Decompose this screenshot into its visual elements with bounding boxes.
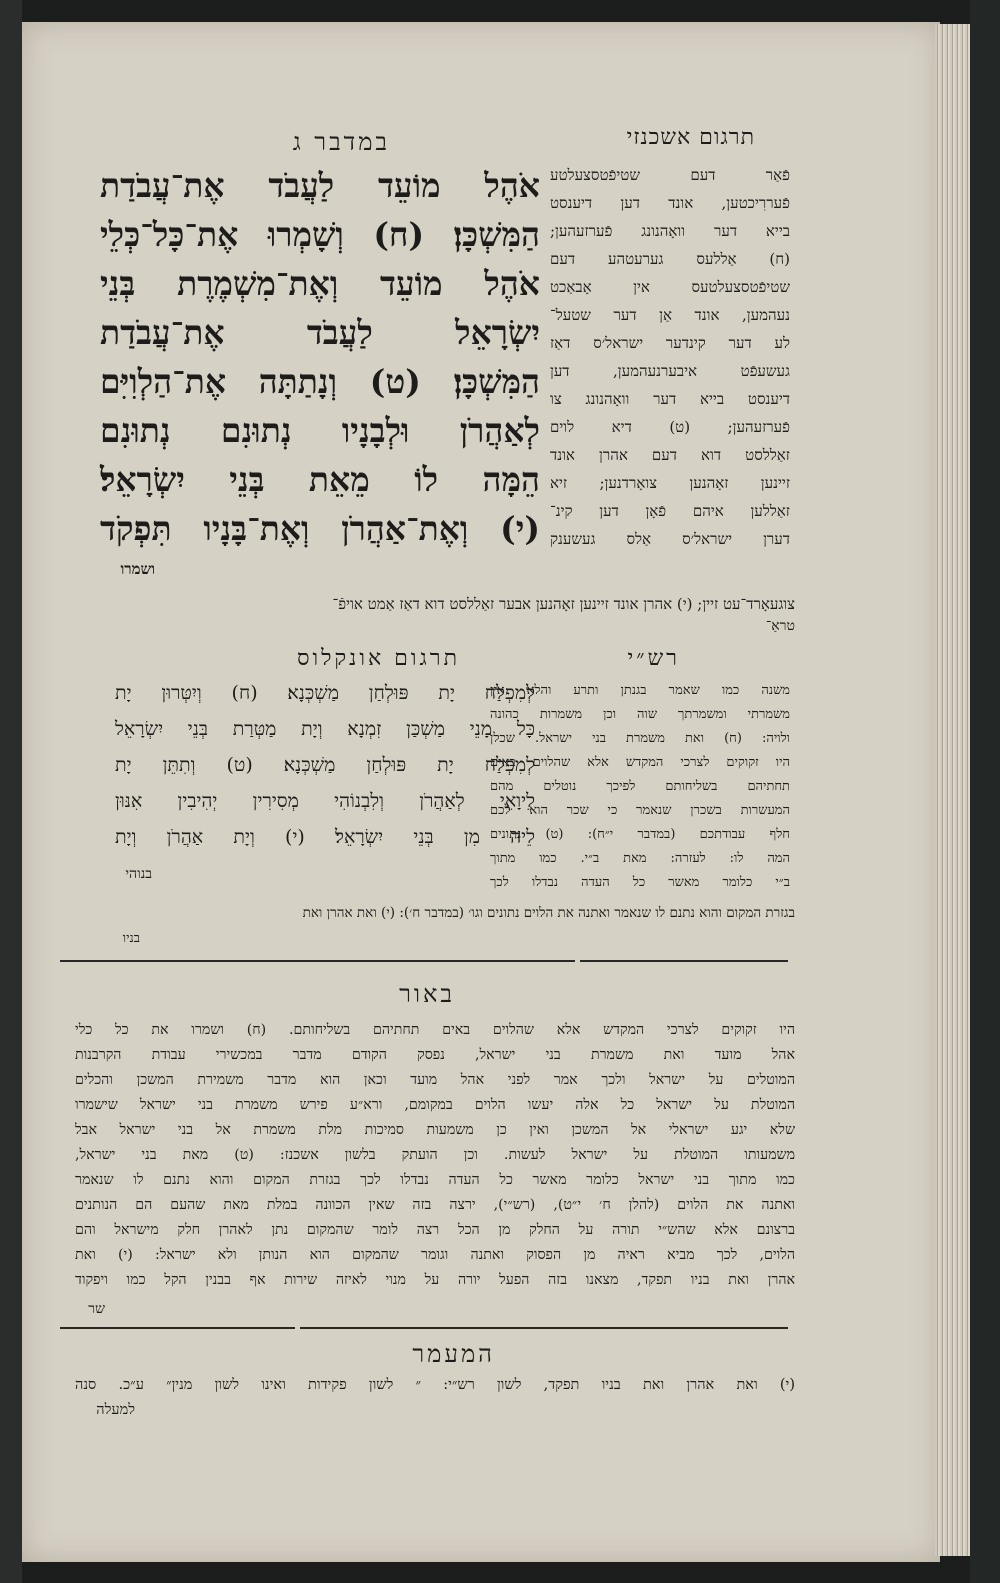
targum-ashkenazi-title: תרגום אשכנזי	[626, 125, 755, 150]
rashi-line: חלף עבודתכם (במדבר י״ח): (ט) נתונים	[490, 827, 790, 842]
rashi-line: משמרתי ומשמרתך שוה וכן משמרות כהונה	[490, 707, 790, 722]
biur-line: המוטלים על ישראל ולכך אמר לפני אהל מועד וכאן הוא מדבר משמירת המשכן והכלים	[75, 1072, 795, 1088]
hebrew-line: (י) וְאֶת־אַהֲרֹן וְאֶת־בָּנָיו תִּפְקֹד	[100, 509, 540, 548]
hebrew-line: הֵמָּה לוֹ מֵאֵת בְּנֵי יִשְׂרָאֵל׃	[100, 460, 540, 499]
onkelos-line: כָּל מָנֵי מַשְׁכַּן זִמְנָא וְיָת מַטְּרַת בְּנֵי יִשְׂרָאֵל	[115, 718, 535, 740]
rashi-line: המה לו: לעזרה: מאת ב״י. כמו מתוך	[490, 851, 790, 866]
targum-ashkenazi-line: זאַללסט דוא דעם אהרן אונד	[550, 446, 790, 464]
hamaamar-line: (י) ואת אהרן ואת בניו תפקד, לשון רש״י: ״ לשון פקידות ואינו לשון מנין״ ע״כ. סנה	[75, 1377, 795, 1393]
book-cover-edge	[970, 0, 1000, 1583]
onkelos-title: תרגום אונקלוס	[296, 646, 460, 671]
targum-ashkenazi-line: פֿערזעהען; (ט) דיא לוים	[550, 418, 790, 436]
biur-line: משמעותו המוטלת על ישראל לעשות. וכן הועתק בלשון אשכנז: (ט) מאת בני ישראל,	[75, 1147, 795, 1163]
biur-line: אהרן ואת בניו תפקד, מצאנו בזה הפעל יורה על מנוי לאיזה שירות אף בבנין הקל כמו ויפקוד	[75, 1272, 795, 1288]
biur-title: באור	[399, 980, 455, 1008]
biur-line: הלוים, לכך מביא ראיה מן הפסוק ואתנה וגומר שהמקום הוא הנותן ולא ישראל: (י) ואת	[75, 1247, 795, 1263]
hamaamar-title: המעמר	[412, 1340, 495, 1368]
hebrew-line: לְאַהֲרֹן וּלְבָנָיו נְתוּנִם נְתוּנִם	[100, 411, 540, 450]
biur-line: שלא יגע ישראלי אל המשכן ואין כן משמעות סמיכות מלת משמרת אל בני ישראל אבל	[75, 1122, 795, 1138]
onkelos-line: לֵיהּ מִן בְּנֵי יִשְׂרָאֵל׃ (י) וְיָת אַהֲרֹן וְיָת	[115, 826, 535, 848]
targum-ashkenazi-line: לע דער קינדער ישראל׳ס דאַז	[550, 334, 790, 352]
targum-ashkenazi-line: דיענסט בייא דער וואָהנונג צו	[550, 390, 790, 408]
hamaamar-line: למעלה	[96, 1402, 135, 1418]
targum-ashkenazi-line: זיינען זאָהנען צואָרדנען; זיא	[550, 474, 790, 492]
rashi-title: רש״י	[627, 646, 680, 671]
rashi-line: המעשרות בשכרן שנאמר כי שכר הוא לכם	[490, 803, 790, 818]
rashi-line: תחתיהם בשליחותם לפיכך נוטלים מהם	[490, 779, 790, 794]
biur-line: כמו מתוך בני ישראל כלומר מאשר כל העדה נבדלו לכך בגזרת המקום והוא נתנם לו שנאמר	[75, 1172, 795, 1188]
book-spine	[0, 0, 22, 1583]
divider-rule	[60, 1327, 295, 1329]
targum-ashkenazi-line: געשעפֿט איבערנעהמען, דען	[550, 362, 790, 380]
targum-ashkenazi-line: דערן ישראל׳ס אַלס געשענק	[550, 530, 790, 548]
targum-ashkenazi-line: זאַללען איהם פֿאָן דען קינ־	[550, 502, 790, 520]
catchword: בנוהי	[125, 866, 152, 882]
page-edges	[935, 24, 970, 1556]
book-title: במדבר ג	[292, 128, 390, 156]
biur-line: ברצונם אלא שהש״י תורה על החלק מן הכל רצה לומר שהמקום נתן לאהרן חלק מישראל והם	[75, 1222, 795, 1238]
rashi-line: ולויה: (ח) ואת משמרת בני ישראל. שכלן	[490, 731, 790, 746]
biur-line: המוטלת על ישראל כל אלה יעשו הלוים במקומם, ורא״ע פירש משמרת בני ישראל שישמרו	[75, 1097, 795, 1113]
targum-ashkenazi-line: בייא דער וואָהנונג פֿערזעהען;	[550, 222, 790, 240]
divider-rule	[60, 960, 575, 962]
onkelos-line: לֵיוָאֵי לְאַהֲרֹן וְלִבְנוֹהִי מְסִירִין יְהִיבִין אִנּוּן	[115, 790, 535, 812]
targum-ashkenazi-wide-line: צוגעאָרד־עט זיין; (י) אהרן אונד זיינען זאָהנען אבער זאַללסט דוא דאַז אַמט אויפֿ־	[332, 595, 795, 613]
targum-ashkenazi-line: נעהמען, אונד אַן דער שטעל־	[550, 306, 790, 324]
targum-ashkenazi-line: פֿעררִיכטען, אונד דען דיענסט	[550, 194, 790, 212]
hebrew-line: הַמִּשְׁכָּן׃ (ט) וְנָתַתָּה אֶת־הַלְוִיִּם	[100, 362, 540, 401]
rashi-line: משנה כמו שאמר בגנתן ותרע והלא אין	[490, 683, 790, 698]
hebrew-line: אֹהֶל מוֹעֵד לַעֲבֹד אֶת־עֲבֹדַת	[100, 166, 540, 205]
targum-ashkenazi-line: פֿאַר דעם שטיפֿטסצעלטע	[550, 166, 790, 184]
rashi-line: היו זקוקים לצרכי המקדש אלא שהלוים באים	[490, 755, 790, 770]
hebrew-line: אֹהֶל מוֹעֵד וְאֶת־מִשְׁמֶרֶת בְּנֵי	[100, 264, 540, 303]
targum-ashkenazi-line: שטיפֿטסצעלטעס אין אָבאַכט	[550, 278, 790, 296]
hebrew-line: יִשְׂרָאֵל לַעֲבֹד אֶת־עֲבֹדַת	[100, 313, 540, 352]
rashi-line: ב״י כלומר מאשר כל העדה נבדלו לכך	[490, 875, 790, 890]
biur-line: ואתנה את הלוים (להלן ח׳ י״ט), (רש״י), ירצה בזה שאין הכוונה במלת מאת שהעם הם הנותנים	[75, 1197, 795, 1213]
biur-line: אהל מועד ואת משמרת בני ישראל, נפסק הקודם מדבר במכשירי עבודת הקרבנות	[75, 1047, 795, 1063]
biur-line: היו זקוקים לצרכי המקדש אלא שהלוים באים תחתיהם בשליחותם. (ח) ושמרו את כל כלי	[75, 1022, 795, 1038]
divider-rule	[300, 1327, 788, 1329]
continuation-word: בניו	[122, 931, 140, 946]
onkelos-line: לְמִפְלַח יָת פּוּלְחַן מַשְׁכְּנָא׃ (ח) וְיִטְּרוּן יָת	[115, 682, 535, 704]
rashi-wide-line: בגזרת המקום והוא נתנם לו שנאמר ואתנה את הלוים נתונים וגו׳ (במדבר ח׳): (י) ואת אהרן ואת	[302, 905, 795, 921]
hebrew-line: הַמִּשְׁכָּן׃ (ח) וְשָׁמְרוּ אֶת־כָּל־כְּלֵי	[100, 215, 540, 254]
divider-rule	[580, 960, 788, 962]
continuation-word: טראַ־	[765, 618, 795, 634]
catchword: ושמרו	[120, 560, 155, 578]
targum-ashkenazi-line: (ח) אַללעס גערעטהע דעם	[550, 250, 790, 268]
onkelos-line: לְמִפְלַח יָת פּוּלְחַן מַשְׁכְּנָא׃ (ט) וְתִתֵּן יָת	[115, 754, 535, 776]
catchword: שר	[88, 1301, 105, 1317]
